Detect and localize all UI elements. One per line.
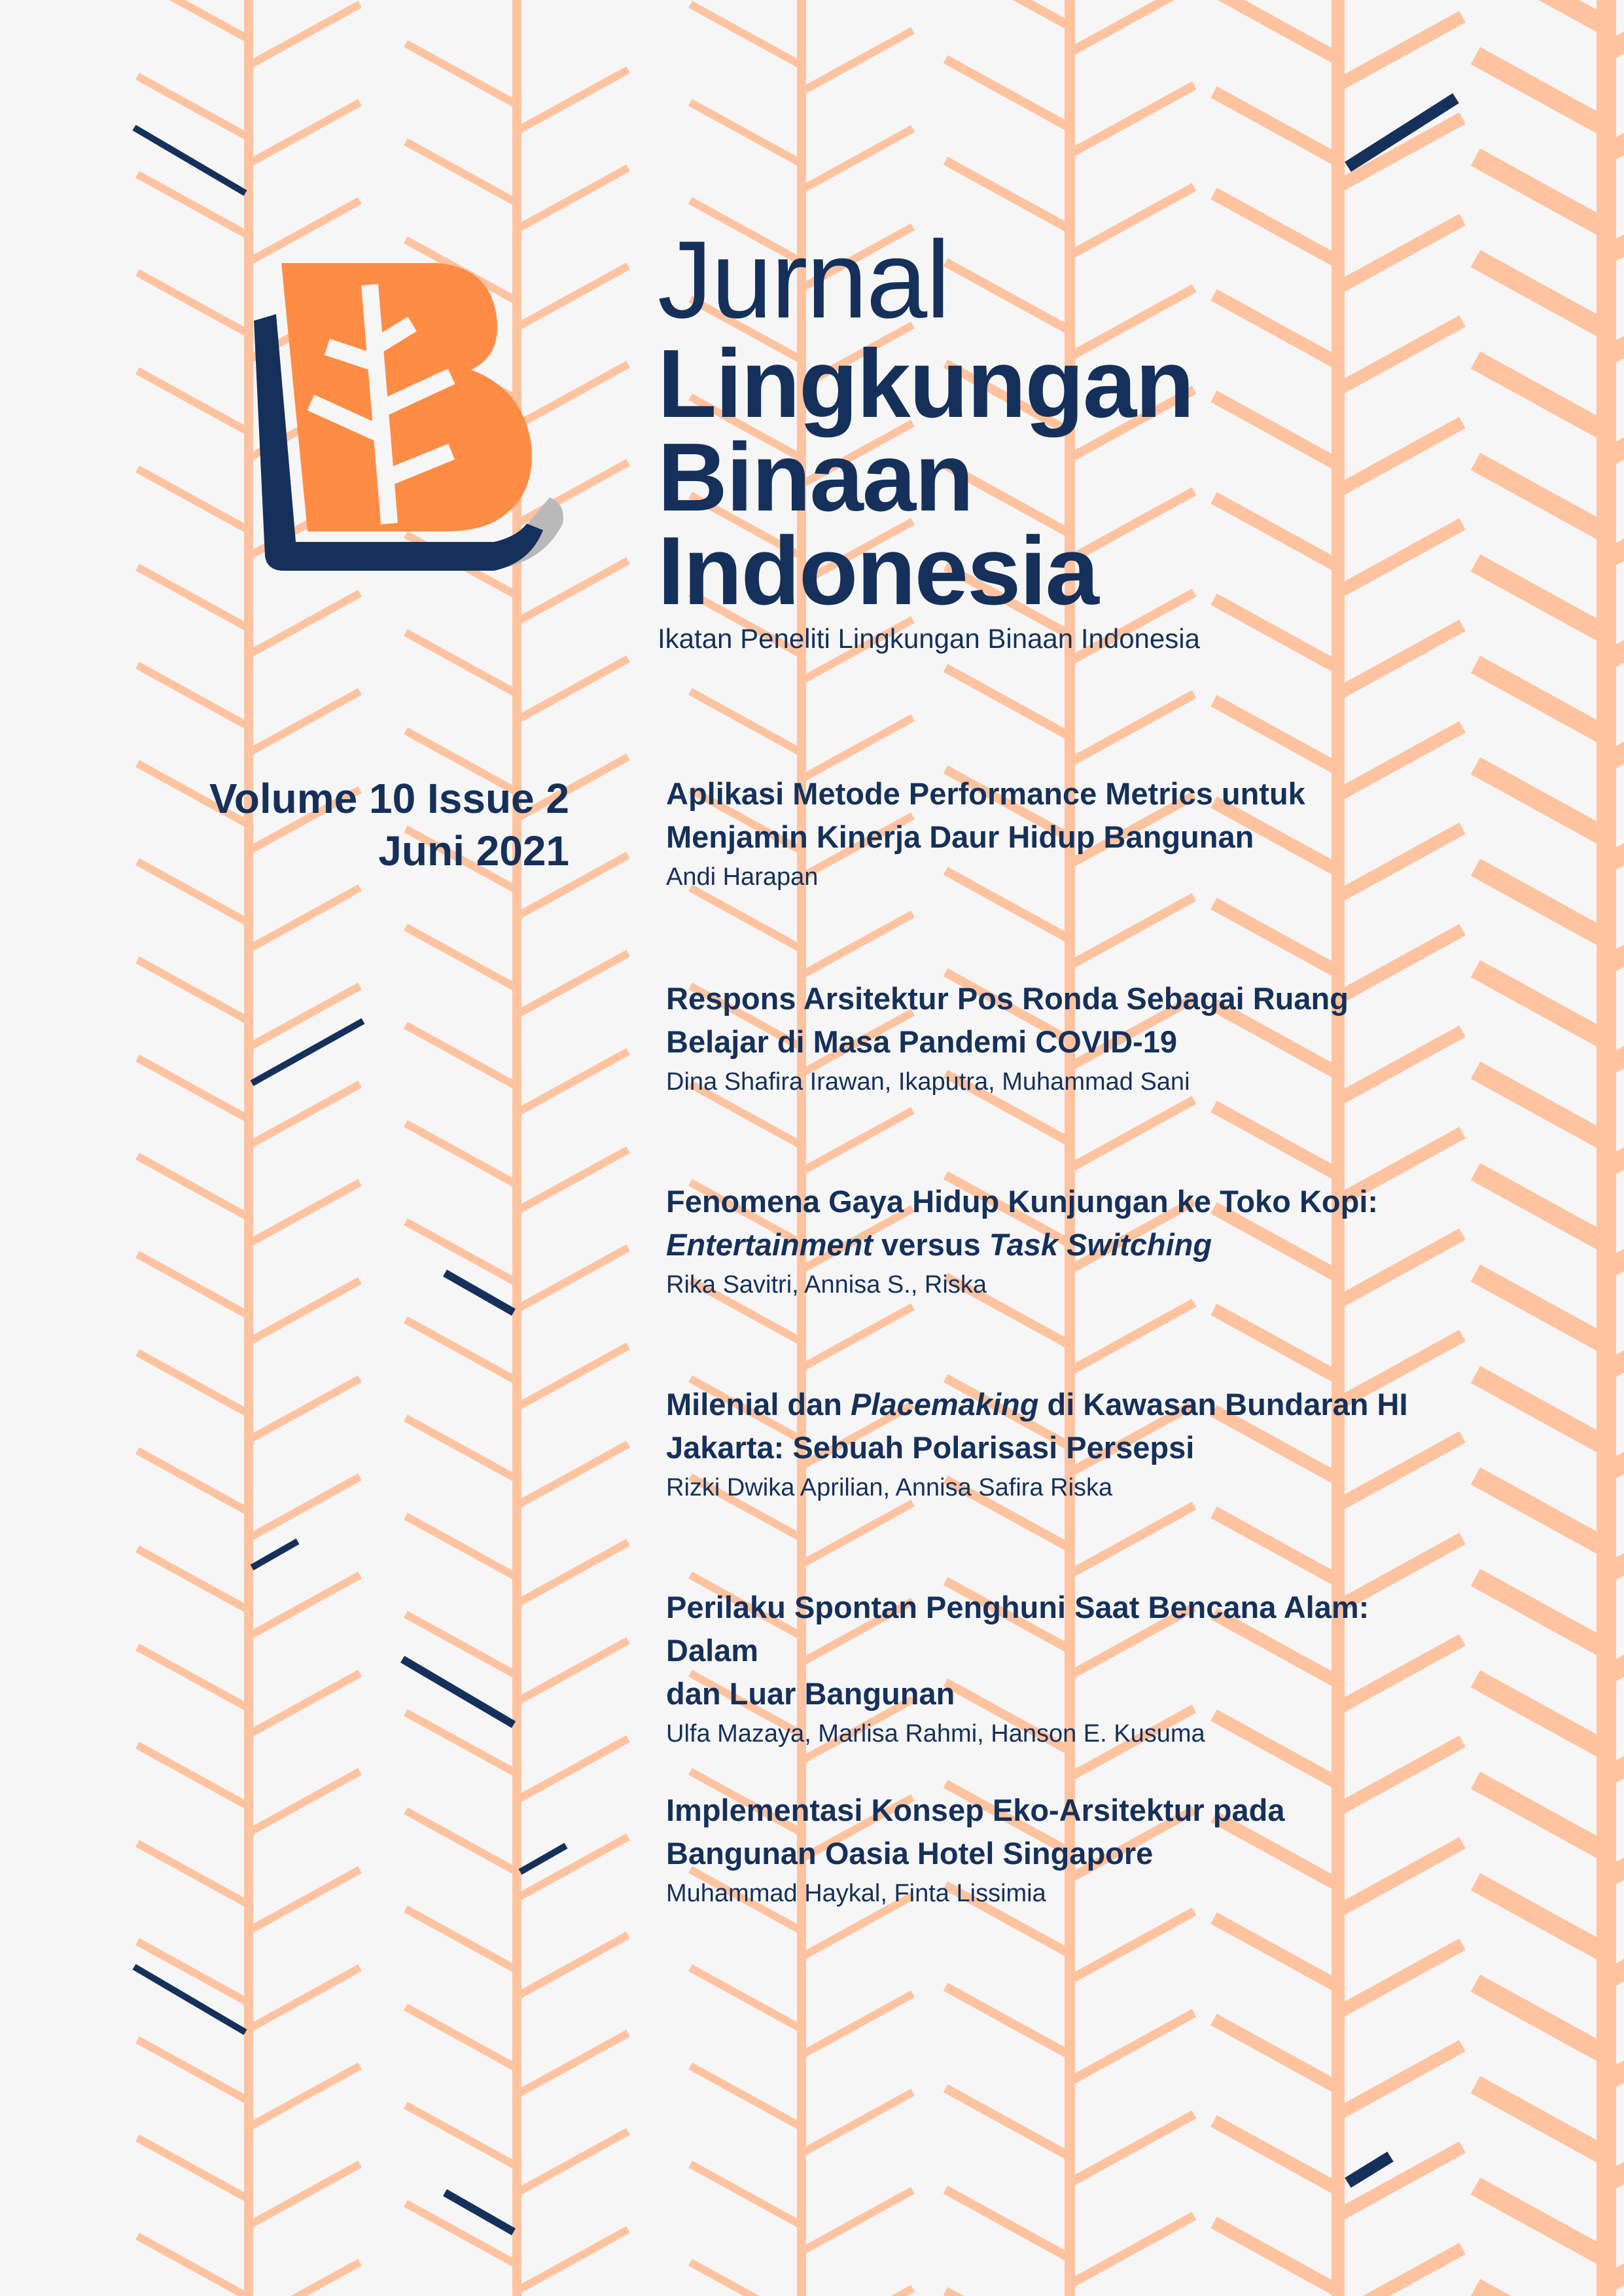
branch-twig	[802, 1111, 913, 1172]
branch-twig	[1475, 664, 1606, 736]
branch-twig	[137, 1549, 249, 1611]
branch-twig	[1475, 2287, 1606, 2296]
branch-twig	[137, 1451, 249, 1513]
branch-twig	[406, 1615, 517, 1676]
branch-twig	[1214, 1918, 1338, 1987]
branch-twig	[690, 2066, 802, 2128]
article-4	[666, 1383, 1438, 1506]
branch-twig	[406, 1909, 517, 1971]
branch-twig	[802, 2092, 913, 2154]
branch-twig	[1214, 600, 1338, 668]
branch-twig	[802, 2289, 913, 2296]
branch-twig	[945, 2190, 1070, 2259]
branch-twig	[249, 1870, 360, 1931]
branch-twig	[1070, 1506, 1194, 1575]
branch-twig	[1475, 1983, 1606, 2055]
branch-twig	[249, 1477, 360, 1539]
branch-twig	[137, 2040, 249, 2102]
branch-twig	[517, 2132, 628, 2193]
branch-twig	[1475, 1476, 1606, 1548]
article-title-line: Respons Arsitektur Pos Ronda Sebagai Ruang	[666, 981, 1349, 1016]
branch-twig	[249, 1183, 360, 1244]
article-authors: Andi Harapan	[666, 863, 819, 891]
branch-twig	[1214, 92, 1338, 161]
branch-twig	[1070, 2115, 1194, 2183]
branch-twig	[802, 1307, 913, 1369]
branch-twig	[1475, 969, 1606, 1041]
branch-twig	[137, 1157, 249, 1218]
branch-twig	[1475, 1374, 1606, 1446]
branch-twig	[1070, 0, 1194, 52]
branch-twig	[1475, 56, 1606, 128]
branch-twig	[137, 1746, 249, 1807]
branch-twig	[517, 1935, 628, 1997]
branch-twig	[137, 469, 249, 531]
branch-twig	[406, 1026, 517, 1087]
branch-twig	[406, 633, 517, 694]
branch-twig	[249, 1379, 360, 1441]
article-title-line: Fenomena Gaya Hidup Kunjungan ke Toko Kopi:	[666, 1184, 1379, 1219]
branch-twig	[406, 1713, 517, 1774]
branch-twig	[1475, 1882, 1606, 1954]
article-title	[666, 1383, 1438, 1469]
branch-twig	[1214, 2020, 1338, 2089]
branch-twig	[1475, 1780, 1606, 1852]
branch-twig	[137, 1942, 249, 2003]
branch-twig	[802, 914, 913, 976]
branch-twig	[137, 2236, 249, 2296]
branch-twig	[1214, 701, 1338, 770]
branch-twig	[137, 0, 249, 39]
article-title-italic: Task Switching	[989, 1227, 1212, 1262]
branch-twig	[1214, 498, 1338, 567]
branch-twig	[690, 1968, 802, 2030]
branch-twig	[517, 168, 628, 230]
branch-twig	[1214, 397, 1338, 465]
accent-twig	[520, 1846, 566, 1872]
branch-twig	[945, 60, 1070, 128]
branch-twig	[249, 2164, 360, 2226]
branch-twig	[690, 103, 802, 164]
branch-twig	[945, 0, 1070, 26]
branch-twig	[1475, 461, 1606, 533]
branch-twig	[1214, 1310, 1338, 1378]
article-1	[666, 772, 1438, 895]
journal-title-word: Jurnal	[658, 218, 949, 341]
branch-twig	[1214, 1513, 1338, 1581]
accent-twig	[252, 1541, 298, 1568]
branch-twig	[1475, 563, 1606, 635]
branch-twig	[406, 1124, 517, 1185]
branch-twig	[406, 2204, 517, 2265]
branch-twig	[1475, 1070, 1606, 1142]
branch-twig	[1338, 321, 1462, 390]
branch-twig	[137, 371, 249, 433]
journal-title-line-2: Binaan	[658, 423, 973, 531]
article-title-line: Implementasi Konsep Eko-Arsitektur pada	[666, 1793, 1285, 1827]
article-title-line: dan Luar Bangunan	[666, 1676, 955, 1711]
branch-twig	[945, 668, 1070, 737]
branch-twig	[1070, 897, 1194, 966]
branch-twig	[137, 1058, 249, 1120]
branch-twig	[1475, 157, 1606, 229]
branch-twig	[945, 1987, 1070, 2056]
article-title-line: Menjamin Kinerja Daur Hidup Bangunan	[666, 819, 1254, 854]
article-title-line: Jakarta: Sebuah Polarisasi Persepsi	[666, 1430, 1195, 1465]
branch-twig	[1338, 1945, 1462, 2013]
branch-twig	[1475, 0, 1606, 26]
branch-twig	[1214, 2223, 1338, 2291]
branch-twig	[137, 960, 249, 1022]
branch-twig	[517, 659, 628, 721]
branch-twig	[1214, 0, 1338, 59]
article-title-text: versus	[873, 1227, 989, 1262]
branch-twig	[690, 692, 802, 753]
article-title	[666, 1180, 1438, 1266]
branch-twig	[249, 2263, 360, 2296]
branch-twig	[945, 161, 1070, 230]
branch-twig	[249, 103, 360, 164]
article-authors: Dina Shafira Irawan, Ikaputra, Muhammad Sani	[666, 1068, 1190, 1096]
branch-twig	[1475, 2186, 1606, 2258]
branch-twig	[690, 2164, 802, 2226]
branch-twig	[406, 44, 517, 105]
branch-twig	[1338, 626, 1462, 694]
article-title	[666, 1789, 1438, 1875]
branch-twig	[137, 1353, 249, 1414]
branch-twig	[517, 1150, 628, 1211]
branch-twig	[1338, 423, 1462, 492]
branch-twig	[1475, 1172, 1606, 1244]
accent-twig	[134, 1967, 245, 2032]
article-title-line	[666, 1383, 1438, 1426]
branch-twig	[517, 70, 628, 132]
journal-title-block	[658, 218, 1200, 657]
article-title-italic: Entertainment	[666, 1227, 873, 1262]
article-2	[666, 977, 1438, 1100]
branch-twig	[802, 1503, 913, 1565]
branch-twig	[137, 567, 249, 629]
branch-twig	[1475, 1679, 1606, 1751]
branch-twig	[406, 2106, 517, 2167]
article-title	[666, 772, 1438, 859]
branch-twig	[1475, 2085, 1606, 2157]
branch-twig	[1070, 1303, 1194, 1372]
article-authors: Ulfa Mazaya, Marlisa Rahmi, Hanson E. Kusuma	[666, 1720, 1205, 1748]
branch-twig	[406, 1418, 517, 1480]
publisher-organization: Ikatan Peneliti Lingkungan Binaan Indonesia	[658, 623, 1200, 654]
branch-twig	[1214, 904, 1338, 973]
branch-twig	[1475, 766, 1606, 838]
branch-twig	[1214, 295, 1338, 364]
branch-twig	[1475, 867, 1606, 939]
article-title-line	[666, 1223, 1438, 1266]
branch-twig	[249, 888, 360, 950]
branch-twig	[1338, 17, 1462, 86]
branch-twig	[517, 1543, 628, 1604]
article-3	[666, 1180, 1438, 1303]
branch-twig	[137, 666, 249, 727]
branch-twig	[137, 1647, 249, 1709]
branch-twig	[249, 692, 360, 753]
branch-twig	[1070, 2216, 1194, 2285]
article-title-text: Milenial dan	[666, 1387, 851, 1422]
article-6	[666, 1789, 1438, 1912]
branch-twig	[406, 1516, 517, 1578]
branch-twig	[137, 2138, 249, 2200]
journal-logo	[236, 249, 576, 589]
branch-twig	[802, 129, 913, 190]
branch-twig	[249, 1772, 360, 1833]
branch-twig	[517, 1346, 628, 1408]
article-title-line: Perilaku Spontan Penghuni Saat Bencana Alam: Dalam	[666, 1590, 1369, 1668]
branch-twig	[517, 2230, 628, 2291]
branch-twig	[249, 594, 360, 655]
branch-twig	[1070, 1100, 1194, 1169]
branch-twig	[1338, 524, 1462, 593]
branch-twig	[690, 5, 802, 66]
branch-twig	[802, 718, 913, 780]
article-title-line: Bangunan Oasia Hotel Singapore	[666, 1836, 1154, 1871]
branch-twig	[137, 77, 249, 138]
issue-info	[209, 772, 569, 877]
article-title	[666, 977, 1438, 1064]
issue-date: Juni 2021	[378, 827, 569, 874]
accent-twig	[252, 1021, 363, 1083]
branch-twig	[517, 1641, 628, 1702]
branch-twig	[1475, 1273, 1606, 1345]
branch-twig	[1070, 86, 1194, 154]
branch-twig	[249, 1575, 360, 1637]
journal-title-line-1: Lingkungan	[658, 330, 1193, 438]
branch-twig	[137, 1844, 249, 1905]
branch-twig	[406, 927, 517, 989]
branch-twig	[802, 31, 913, 92]
accent-twig	[445, 2193, 514, 2232]
branch-twig	[517, 1739, 628, 1801]
branch-twig	[1475, 259, 1606, 331]
branch-twig	[517, 1444, 628, 1506]
branch-twig	[1475, 360, 1606, 432]
branch-twig	[945, 2291, 1070, 2296]
branch-twig	[1070, 2013, 1194, 2082]
article-title	[666, 1586, 1438, 1715]
article-authors: Rika Savitri, Annisa S., Riska	[666, 1271, 987, 1299]
branch-twig	[1338, 2046, 1462, 2115]
branch-twig	[690, 2263, 802, 2296]
branch-twig	[802, 1994, 913, 2056]
branch-twig	[1214, 194, 1338, 262]
branch-twig	[249, 1968, 360, 2030]
branch-twig	[1070, 694, 1194, 763]
branch-twig	[517, 1248, 628, 1310]
article-5	[666, 1586, 1438, 1752]
branch-twig	[249, 2066, 360, 2128]
branch-twig	[517, 1052, 628, 1113]
article-authors: Muhammad Haykal, Finta Lissimia	[666, 1880, 1046, 1907]
branch-twig	[1475, 1577, 1606, 1649]
branch-twig	[406, 142, 517, 204]
article-title-line: Belajar di Masa Pandemi COVID-19	[666, 1024, 1178, 1059]
branch-twig	[249, 1085, 360, 1146]
branch-twig	[1214, 2121, 1338, 2190]
branch-twig	[137, 1255, 249, 1316]
branch-twig	[406, 2007, 517, 2069]
branch-twig	[945, 2089, 1070, 2157]
branch-twig	[406, 1320, 517, 1382]
article-authors: Rizki Dwika Aprilian, Annisa Safira Riska	[666, 1474, 1113, 1501]
branch-twig	[249, 1674, 360, 1735]
branch-twig	[249, 1281, 360, 1342]
branch-twig	[517, 954, 628, 1015]
branch-twig	[690, 888, 802, 950]
branch-twig	[406, 1222, 517, 1283]
article-title-italic: Placemaking	[851, 1387, 1039, 1422]
article-title-text: di Kawasan Bundaran HI	[1038, 1387, 1408, 1422]
branch-twig	[1338, 2249, 1462, 2296]
branch-twig	[249, 5, 360, 66]
branch-twig	[1338, 220, 1462, 289]
branch-twig	[802, 2191, 913, 2252]
branch-twig	[1214, 1107, 1338, 1175]
journal-title-line-3: Indonesia	[658, 517, 1098, 625]
volume-issue: Volume 10 Issue 2	[209, 775, 569, 822]
accent-twig	[1348, 2157, 1390, 2183]
branch-twig	[517, 2034, 628, 2095]
branch-twig	[1070, 1912, 1194, 1981]
branch-twig	[137, 273, 249, 334]
branch-twig	[249, 986, 360, 1048]
branch-twig	[406, 1811, 517, 1873]
article-title-line: Aplikasi Metode Performance Metrics untuk	[666, 776, 1305, 811]
